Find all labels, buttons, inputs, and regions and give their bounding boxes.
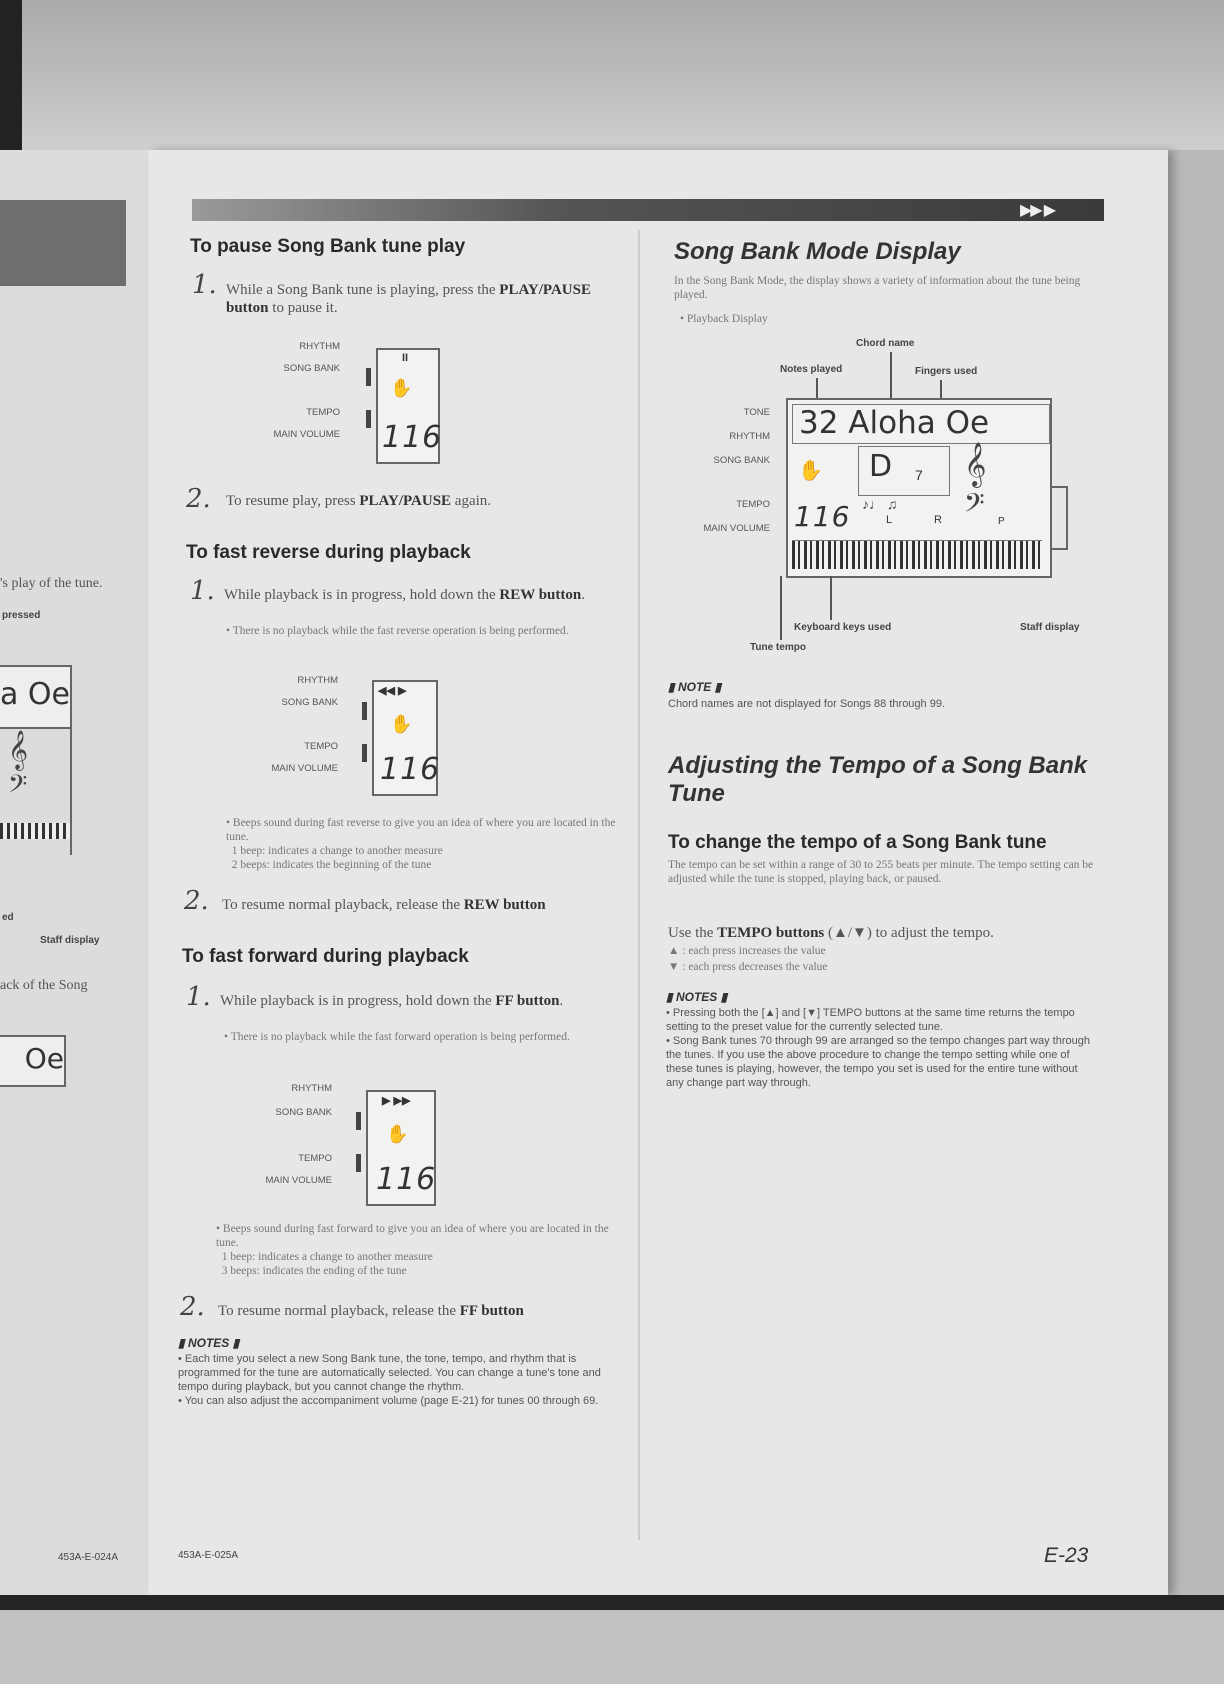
- prev-page-staff-label: Staff display: [40, 935, 100, 946]
- lcd-label-rhythm: RHYTHM: [299, 341, 340, 352]
- header-bar: [192, 199, 1104, 221]
- keyboard-graphic: [792, 540, 1042, 569]
- scan-background-top: [0, 0, 1224, 150]
- left-hand-label: L: [886, 514, 893, 526]
- callout-staff-display: Staff display: [1020, 622, 1080, 633]
- tempo-up-text: ▲ : each press increases the value: [668, 945, 826, 957]
- lcd-label-main-volume: MAIN VOLUME: [703, 523, 770, 534]
- note-heading: ▮ NOTE ▮: [668, 680, 722, 694]
- notes-list: [666, 1006, 1098, 1090]
- lcd-tempo-value: 116: [380, 752, 441, 787]
- indicator-bar: [362, 744, 367, 762]
- lcd-label-rhythm: RHYTHM: [291, 1083, 332, 1094]
- callout-chord-name: Chord name: [856, 338, 915, 349]
- step-text: To resume play, press PLAY/PAUSE again.: [226, 493, 492, 509]
- lcd-label-song-bank: SONG BANK: [713, 455, 770, 466]
- lcd-screen: [372, 680, 441, 796]
- section-title-adjust-tempo: Adjusting the Tempo of a Song Bank Tune: [668, 752, 1088, 807]
- prev-page-footer: 453A-E-024A: [58, 1552, 119, 1563]
- step-number: 1.: [190, 576, 215, 606]
- lcd-tempo-value: 116: [382, 420, 443, 455]
- chord-name: D: [869, 449, 893, 484]
- fingers-icon: ♪♩ ♫: [862, 496, 898, 512]
- next-arrows-icon: ▶▶ ▶: [1020, 200, 1054, 219]
- pause-icon: II: [402, 352, 409, 364]
- right-hand-label: R: [934, 514, 942, 526]
- scan-background-floor: [0, 1610, 1224, 1684]
- step-text: While a Song Bank tune is playing, press the PLAY/PAUSE button to pause it.: [226, 282, 591, 316]
- lcd-label-main-volume: MAIN VOLUME: [271, 763, 338, 774]
- lcd-label-song-bank: SONG BANK: [283, 363, 340, 374]
- note-item: • Song Bank tunes 70 through 99 are arranged so the tempo changes part way through the tunes. If you use the above procedure to change the tempo setting while one of these tunes is playing, however, the tempo you set is used for the entire tune without any change part way through.: [666, 1035, 1090, 1089]
- pedal-label: P: [998, 516, 1005, 527]
- binding-edge: [0, 0, 22, 150]
- callout-fingers-used: Fingers used: [915, 366, 978, 377]
- bass-clef-icon: 𝄢: [964, 488, 985, 524]
- bullet-text: • There is no playback while the fast reverse operation is being performed.: [226, 625, 569, 637]
- prev-page-lcd-body: [0, 725, 72, 855]
- keyboard-graphic: [0, 823, 70, 839]
- indicator-bar: [362, 702, 367, 720]
- lcd-tempo-value: 116: [794, 500, 851, 533]
- prev-page-text: 's play of the tune.: [0, 576, 103, 591]
- intro-text: In the Song Bank Mode, the display shows a variety of information about the tune being played.: [674, 275, 1081, 301]
- note-text: Chord names are not displayed for Songs 88 through 99.: [668, 698, 946, 710]
- chord-suffix: 7: [915, 467, 923, 483]
- bullet-text: • Beeps sound during fast reverse to give you an idea of where you are located in the tune. 1 beep: indicates a change to another measure 2 beeps: indicates the beginning of the tune: [226, 817, 616, 871]
- indicator-bar: [356, 1154, 361, 1172]
- notes-heading: ▮ NOTES ▮: [666, 990, 728, 1004]
- playback-display-diagram: [700, 336, 1100, 666]
- chord-box: [858, 446, 950, 496]
- step-number: 2.: [184, 886, 209, 916]
- prev-page-label: pressed: [2, 610, 41, 621]
- note-item: • Pressing both the [▲] and [▼] TEMPO buttons at the same time returns the tempo setting to the preset value for the currently selected tune.: [666, 1007, 1075, 1033]
- lcd-label-main-volume: MAIN VOLUME: [265, 1175, 332, 1186]
- section-title-fast-forward: To fast forward during playback: [182, 946, 469, 967]
- callout-line: [830, 576, 832, 620]
- lcd-reverse-display: [268, 674, 441, 794]
- lcd-label-song-bank: SONG BANK: [281, 697, 338, 708]
- lcd-label-song-bank: SONG BANK: [275, 1107, 332, 1118]
- lcd-label-main-volume: MAIN VOLUME: [273, 429, 340, 440]
- rewind-icon: ◀◀ ▶: [378, 685, 407, 697]
- section-title-fast-reverse: To fast reverse during playback: [186, 542, 471, 563]
- bass-clef-icon: 𝄢: [8, 771, 28, 804]
- indicator-bar: [366, 368, 371, 386]
- indicator-bar: [356, 1112, 361, 1130]
- hand-icon: ✋: [390, 378, 413, 398]
- note-item: • Each time you select a new Song Bank tune, the tone, tempo, and rhythm that is programmed for the tune are automatically selected. You can change a tune's tone and tempo during playback, but you cannot change the rhythm.: [178, 1353, 601, 1393]
- step-text: Use the TEMPO buttons (▲/▼) to adjust the tempo.: [668, 925, 994, 941]
- prev-page-label: ed: [2, 912, 14, 923]
- lcd-screen: [376, 348, 443, 464]
- lcd-label-tempo: TEMPO: [736, 499, 770, 510]
- tempo-down-text: ▼ : each press decreases the value: [668, 961, 828, 973]
- step-number: 2.: [186, 484, 211, 514]
- bullet-text: • Beeps sound during fast forward to give you an idea of where you are located in the tune. 1 beep: indicates a change to another measure 3 beeps: indicates the ending of the tune: [216, 1223, 609, 1277]
- lcd-pause-display: [270, 340, 443, 460]
- page-footer-code: 453A-E-025A: [178, 1550, 239, 1561]
- lcd-label-rhythm: RHYTHM: [297, 675, 338, 686]
- hand-icon: ✋: [386, 1124, 409, 1144]
- lcd-label-tempo: TEMPO: [298, 1153, 332, 1164]
- bullet-text: • There is no playback while the fast forward operation is being performed.: [224, 1031, 570, 1043]
- section-title-display: Song Bank Mode Display: [674, 238, 961, 265]
- notes-heading: ▮ NOTES ▮: [178, 1336, 240, 1350]
- lcd-forward-display: [262, 1082, 437, 1204]
- prev-page-text: ack of the Song: [0, 978, 88, 993]
- step-number: 1.: [186, 982, 211, 1012]
- callout-line: [780, 576, 782, 640]
- hand-icon: ✋: [798, 460, 823, 482]
- treble-clef-icon: 𝄞: [964, 444, 987, 486]
- fast-forward-icon: ▶ ▶▶: [382, 1095, 411, 1107]
- prev-page-lcd: Oe: [0, 1035, 66, 1087]
- hand-icon: ✋: [390, 714, 413, 734]
- lcd-label-rhythm: RHYTHM: [729, 431, 770, 442]
- step-number: 1.: [192, 270, 217, 300]
- page-number: E-23: [1044, 1544, 1089, 1567]
- lcd-label-tempo: TEMPO: [306, 407, 340, 418]
- step-text: To resume normal playback, release the REW button: [222, 897, 546, 913]
- step-text: While playback is in progress, hold down the REW button.: [224, 587, 585, 603]
- indicator-bar: [366, 410, 371, 428]
- lcd-screen: [366, 1090, 436, 1206]
- callout-notes-played: Notes played: [780, 364, 843, 375]
- note-item: • You can also adjust the accompaniment volume (page E-21) for tunes 00 through 69.: [178, 1395, 599, 1407]
- prev-page-tab: [0, 200, 126, 286]
- prev-page-lcd: a Oe: [0, 665, 72, 729]
- previous-page: [0, 150, 148, 1595]
- column-gutter: [638, 230, 640, 1540]
- step-text: While playback is in progress, hold down the FF button.: [220, 993, 564, 1009]
- lcd-screen: [786, 398, 1052, 578]
- callout-tune-tempo: Tune tempo: [750, 642, 806, 653]
- intro-text: The tempo can be set within a range of 30 to 255 beats per minute. The tempo setting can be adjusted while the tune is stopped, playing back, or paused.: [668, 859, 1094, 885]
- step-text: To resume normal playback, release the FF button: [218, 1303, 524, 1319]
- subsection-title-change-tempo: To change the tempo of a Song Bank tune: [668, 832, 1047, 853]
- callout-keyboard-keys: Keyboard keys used: [794, 622, 892, 633]
- lcd-label-tone: TONE: [743, 407, 770, 418]
- staff-bracket: [1052, 486, 1068, 550]
- section-title-pause: To pause Song Bank tune play: [190, 236, 466, 257]
- step-number: 2.: [180, 1292, 205, 1322]
- notes-list: [178, 1352, 604, 1408]
- bullet-text: • Playback Display: [680, 313, 768, 325]
- lcd-tempo-value: 116: [376, 1162, 437, 1197]
- treble-clef-icon: 𝄞: [8, 731, 29, 769]
- lcd-label-tempo: TEMPO: [304, 741, 338, 752]
- lcd-song-title: 32 Aloha Oe: [792, 404, 1050, 444]
